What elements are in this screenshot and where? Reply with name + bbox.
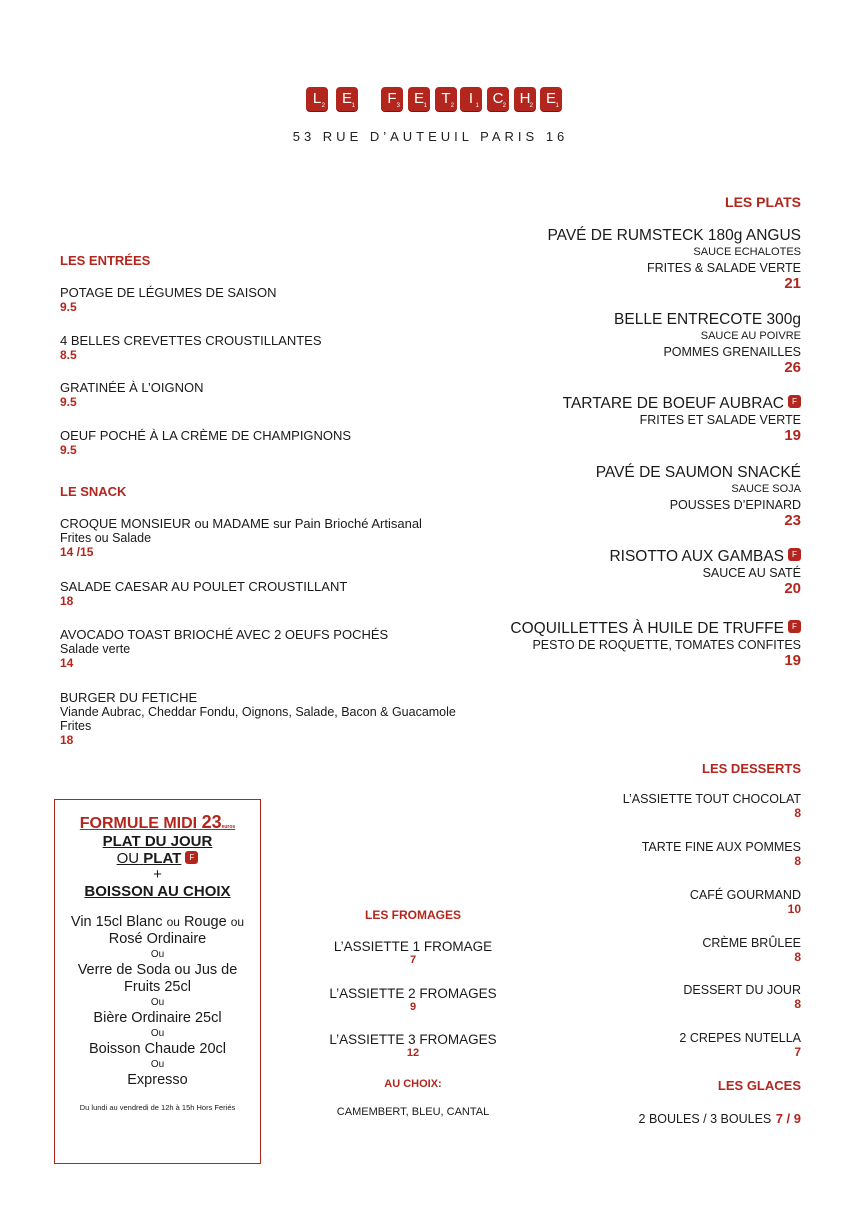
glaces-name: 2 BOULES / 3 BOULES xyxy=(638,1112,772,1126)
entree-price: 9.5 xyxy=(60,443,77,457)
plat-price: 19 xyxy=(784,652,801,669)
fromage-name: L’ASSIETTE 2 FROMAGES xyxy=(329,986,497,1001)
snack-price: 18 xyxy=(60,594,74,608)
drink-wine-e: Rosé Ordinaire xyxy=(108,931,207,947)
ou-plat xyxy=(55,850,260,867)
entree-item xyxy=(60,285,276,314)
drink-chaude: Boisson Chaude 20cl xyxy=(88,1041,227,1057)
desserts-heading: LES DESSERTS xyxy=(702,761,801,776)
plat-name: PAVÉ DE RUMSTECK 180g ANGUS xyxy=(547,227,801,244)
plat-side: FRITES & SALADE VERTE xyxy=(647,261,801,275)
entree-name: POTAGE DE LÉGUMES DE SAISON xyxy=(60,285,277,300)
plat-sauce: SAUCE SOJA xyxy=(731,483,801,495)
fait-maison-badge: F xyxy=(788,395,801,408)
plat-price: 20 xyxy=(784,580,801,597)
snack-desc: Viande Aubrac, Cheddar Fondu, Oignons, Salade, Bacon & Guacamole xyxy=(60,705,456,719)
logo-tile: L 2 xyxy=(306,87,328,111)
formule-midi-box xyxy=(54,799,261,1164)
ou-text: OU xyxy=(116,850,140,867)
snack-desc-2: Frites xyxy=(60,719,92,733)
snack-item xyxy=(60,579,347,608)
plat-item xyxy=(614,312,801,376)
dessert-item xyxy=(642,840,801,868)
snack-name: CROQUE MONSIEUR ou MADAME sur Pain Brioché Artisanal xyxy=(60,516,422,531)
formule-title-text: FORMULE MIDI xyxy=(79,815,198,832)
entree-price: 8.5 xyxy=(60,348,77,362)
plat-name: BELLE ENTRECOTE 300g xyxy=(614,311,801,328)
dessert-price: 8 xyxy=(794,950,801,964)
entree-item xyxy=(60,380,204,409)
plat-price: 23 xyxy=(784,512,801,529)
entree-price: 9.5 xyxy=(60,300,77,314)
plus-sign: + xyxy=(153,866,162,883)
separator-ou: Ou xyxy=(150,1028,165,1039)
fromages-choice: CAMEMBERT, BLEU, CANTAL xyxy=(336,1106,490,1118)
entree-price: 9.5 xyxy=(60,395,77,409)
dessert-item xyxy=(683,983,801,1011)
snack-desc: Salade verte xyxy=(60,642,131,656)
dessert-price: 7 xyxy=(794,1045,801,1059)
plat-text: PLAT xyxy=(143,850,182,867)
plat-price: 26 xyxy=(784,359,801,376)
dessert-price: 10 xyxy=(787,902,801,916)
snack-price: 14 xyxy=(60,656,74,670)
dessert-name: L’ASSIETTE TOUT CHOCOLAT xyxy=(622,792,801,806)
formule-price: 23 xyxy=(201,812,222,832)
fromage-item xyxy=(300,986,526,1013)
snack-item xyxy=(60,690,456,747)
separator-ou: Ou xyxy=(150,1059,165,1070)
fromages-choice-heading: AU CHOIX: xyxy=(384,1078,442,1090)
fromage-item xyxy=(300,1032,526,1059)
entree-name: GRATINÉE À L’OIGNON xyxy=(60,380,204,395)
entrees-heading: LES ENTRÉES xyxy=(60,253,151,268)
plat-side: FRITES ET SALADE VERTE xyxy=(639,413,801,427)
fait-maison-badge: F xyxy=(788,548,801,561)
snack-price: 18 xyxy=(60,733,74,747)
plat-item xyxy=(547,228,801,292)
glaces-price: 7 / 9 xyxy=(775,1111,801,1126)
drink-biere: Bière Ordinaire 25cl xyxy=(93,1010,222,1026)
drink-wine xyxy=(55,914,260,948)
plat-price: 19 xyxy=(784,427,801,444)
address: 53 RUE D’AUTEUIL PARIS 16 xyxy=(292,129,569,144)
logo xyxy=(0,83,861,117)
dessert-price: 8 xyxy=(794,806,801,820)
glaces-item xyxy=(639,1110,801,1128)
separator-ou: Ou xyxy=(150,997,165,1008)
plat-side: POUSSES D’EPINARD xyxy=(669,498,801,512)
logo-tile: E 1 xyxy=(540,87,562,111)
snack-item xyxy=(60,627,388,670)
drink-wine-or: ou xyxy=(166,915,180,929)
fait-maison-badge: F xyxy=(185,851,198,864)
boisson-au-choix: BOISSON AU CHOIX xyxy=(84,883,231,900)
fromage-price: 7 xyxy=(409,954,417,966)
plat-item xyxy=(609,549,801,597)
snack-name: BURGER DU FETICHE xyxy=(60,690,198,705)
dessert-name: CAFÉ GOURMAND xyxy=(689,888,801,902)
dessert-name: 2 CREPES NUTELLA xyxy=(679,1031,801,1045)
fromages-heading: LES FROMAGES xyxy=(364,908,461,922)
plat-side: SAUCE AU SATÉ xyxy=(702,566,801,580)
plat-name: RISOTTO AUX GAMBAS xyxy=(609,548,784,565)
fait-maison-badge: F xyxy=(788,620,801,633)
glaces-heading: LES GLACES xyxy=(717,1078,801,1093)
entree-name: 4 BELLES CREVETTES CROUSTILLANTES xyxy=(60,333,322,348)
logo-tile: C 2 xyxy=(487,87,509,111)
plat-name: TARTARE DE BOEUF AUBRAC xyxy=(562,395,784,412)
plat-sauce: SAUCE ECHALOTES xyxy=(693,246,801,258)
snack-heading: LE SNACK xyxy=(60,484,127,499)
snack-price: 14 /15 xyxy=(60,545,94,559)
plat-side: POMMES GRENAILLES xyxy=(663,345,801,359)
plat-name: COQUILLETTES À HUILE DE TRUFFE xyxy=(510,620,784,637)
dessert-name: TARTE FINE AUX POMMES xyxy=(641,840,801,854)
snack-name: AVOCADO TOAST BRIOCHÉ AVEC 2 OEUFS POCHÉS xyxy=(60,627,389,642)
drink-expresso: Expresso xyxy=(127,1072,188,1088)
dessert-name: DESSERT DU JOUR xyxy=(683,983,801,997)
plat-item xyxy=(510,621,801,669)
plats-heading: LES PLATS xyxy=(725,194,801,210)
formule-title xyxy=(55,812,260,833)
formule-note: Du lundi au vendredi de 12h à 15h Hors Feriés xyxy=(79,1103,236,1112)
plat-item xyxy=(596,465,801,529)
plat-item xyxy=(563,396,801,444)
dessert-item xyxy=(690,888,801,916)
logo-tile: I 1 xyxy=(460,87,482,111)
separator-ou: Ou xyxy=(150,949,165,960)
drink-wine-or-2: ou xyxy=(230,915,245,929)
fromage-item xyxy=(300,939,526,966)
plat-price: 21 xyxy=(784,275,801,292)
dessert-price: 8 xyxy=(794,854,801,868)
logo-tile: E 1 xyxy=(408,87,430,111)
entree-item xyxy=(60,333,322,362)
snack-name: SALADE CAESAR AU POULET CROUSTILLANT xyxy=(60,579,348,594)
drink-wine-a: Vin 15cl Blanc xyxy=(70,914,163,930)
entree-item xyxy=(60,428,351,457)
logo-tile: F 3 xyxy=(381,87,403,111)
dessert-item xyxy=(702,936,801,964)
dessert-price: 8 xyxy=(794,997,801,1011)
dessert-item xyxy=(623,792,801,820)
dessert-name: CRÈME BRÛLEE xyxy=(702,936,801,950)
logo-tile: T 2 xyxy=(435,87,457,111)
snack-desc: Frites ou Salade xyxy=(60,531,152,545)
fromage-name: L’ASSIETTE 1 FROMAGE xyxy=(333,939,493,954)
plat-name: PAVÉ DE SAUMON SNACKÉ xyxy=(595,464,801,481)
fromage-name: L’ASSIETTE 3 FROMAGES xyxy=(329,1032,497,1047)
fromage-price: 12 xyxy=(406,1047,420,1059)
plat-sauce: SAUCE AU POIVRE xyxy=(700,330,801,342)
logo-tile: H 2 xyxy=(514,87,536,111)
logo-tile: E 1 xyxy=(336,87,358,111)
drink-soda: Verre de Soda ou Jus de Fruits 25cl xyxy=(77,962,238,995)
formule-unit: euros xyxy=(221,824,236,830)
fromage-price: 9 xyxy=(409,1001,417,1013)
snack-item xyxy=(60,516,422,559)
plat-du-jour: PLAT DU JOUR xyxy=(102,833,213,850)
entree-name: OEUF POCHÉ À LA CRÈME DE CHAMPIGNONS xyxy=(60,428,352,443)
dessert-item xyxy=(679,1031,801,1059)
drink-wine-c: Rouge xyxy=(183,914,227,930)
plat-side: PESTO DE ROQUETTE, TOMATES CONFITES xyxy=(532,638,801,652)
